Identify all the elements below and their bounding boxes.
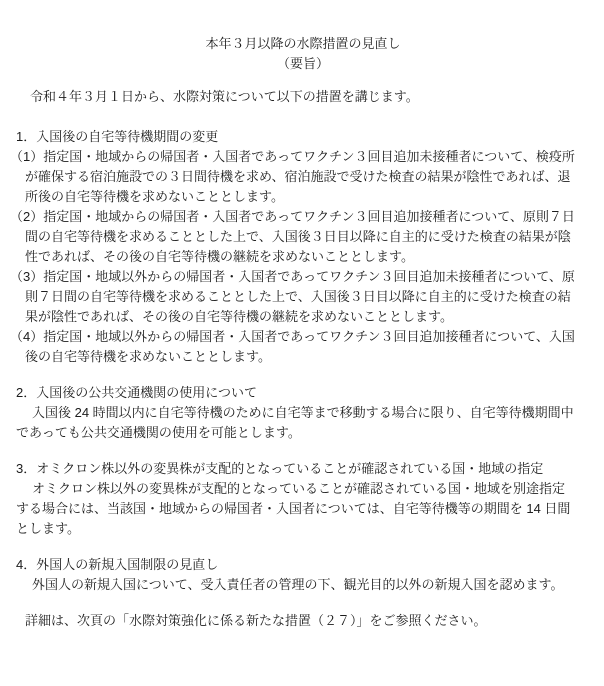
- footer-note: 詳細は、次頁の「水際対策強化に係る新たな措置（２７）」をご参照ください。: [25, 613, 487, 628]
- intro-paragraph: 令和４年３月１日から、水際対策について以下の措置を講じます。: [30, 89, 419, 104]
- section-1-item-2-line-2: 間の自宅等待機を求めることとした上で、入国後３日目以降に自主的に受けた検査の結果が陰: [25, 229, 571, 244]
- section-2-line-2: であっても公共交通機関の使用を可能とします。: [16, 425, 301, 440]
- section-4-heading: 4．外国人の新規入国制限の見直し: [16, 557, 219, 572]
- section-1-item-4-line-1: （4）指定国・地域以外からの帰国者・入国者であってワクチン３回目追加接種者について、入国: [10, 329, 575, 344]
- section-1-item-2-line-1: （2）指定国・地域からの帰国者・入国者であってワクチン３回目追加接種者について、原則７日: [10, 209, 575, 224]
- section-1-item-1-line-3: 所後の自宅等待機を求めないこととします。: [25, 189, 284, 204]
- doc-subtitle: （要旨）: [276, 56, 329, 71]
- section-4-line-1: 外国人の新規入国について、受入責任者の管理の下、観光目的以外の新規入国を認めます。: [32, 577, 564, 592]
- section-2-heading: 2．入国後の公共交通機関の使用について: [16, 385, 257, 400]
- section-3-line-1: オミクロン株以外の変異株が支配的となっていることが確認されている国・地域を別途指定: [32, 481, 566, 496]
- section-1-item-2-line-3: 性であれば、その後の自宅等待機の継続を求めないこととします。: [25, 249, 414, 264]
- section-1-item-1-line-2: が確保する宿泊施設での３日間待機を求め、宿泊施設で受けた検査の結果が陰性であれば、退: [25, 169, 571, 184]
- doc-title: 本年３月以降の水際措置の見直し: [205, 36, 401, 51]
- section-3-heading: 3．オミクロン株以外の変異株が支配的となっていることが確認されている国・地域の指定: [16, 461, 544, 476]
- section-2-line-1: 入国後 24 時間以内に自宅等待機のために自宅等まで移動する場合に限り、自宅等待機期間中: [32, 405, 574, 420]
- section-1-item-3-line-2: 則７日間の自宅等待機を求めることとした上で、入国後３日目以降に自主的に受けた検査の結: [25, 289, 571, 304]
- section-3-line-3: とします。: [16, 521, 80, 536]
- section-1-heading: 1．入国後の自宅等待機期間の変更: [16, 129, 219, 144]
- section-3-line-2: する場合には、当該国・地域からの帰国者・入国者については、自宅等待機等の期間を 14 日間: [16, 501, 571, 516]
- section-1-item-4-line-2: 後の自宅等待機を求めないこととします。: [25, 349, 271, 364]
- section-1-item-3-line-1: （3）指定国・地域以外からの帰国者・入国者であってワクチン３回目追加未接種者について、原: [10, 269, 575, 284]
- section-1-item-1-line-1: （1）指定国・地域からの帰国者・入国者であってワクチン３回目追加未接種者について、検疫所: [10, 149, 575, 164]
- section-1-item-3-line-3: 果が陰性であれば、その後の自宅等待機の継続を求めないこととします。: [25, 309, 453, 324]
